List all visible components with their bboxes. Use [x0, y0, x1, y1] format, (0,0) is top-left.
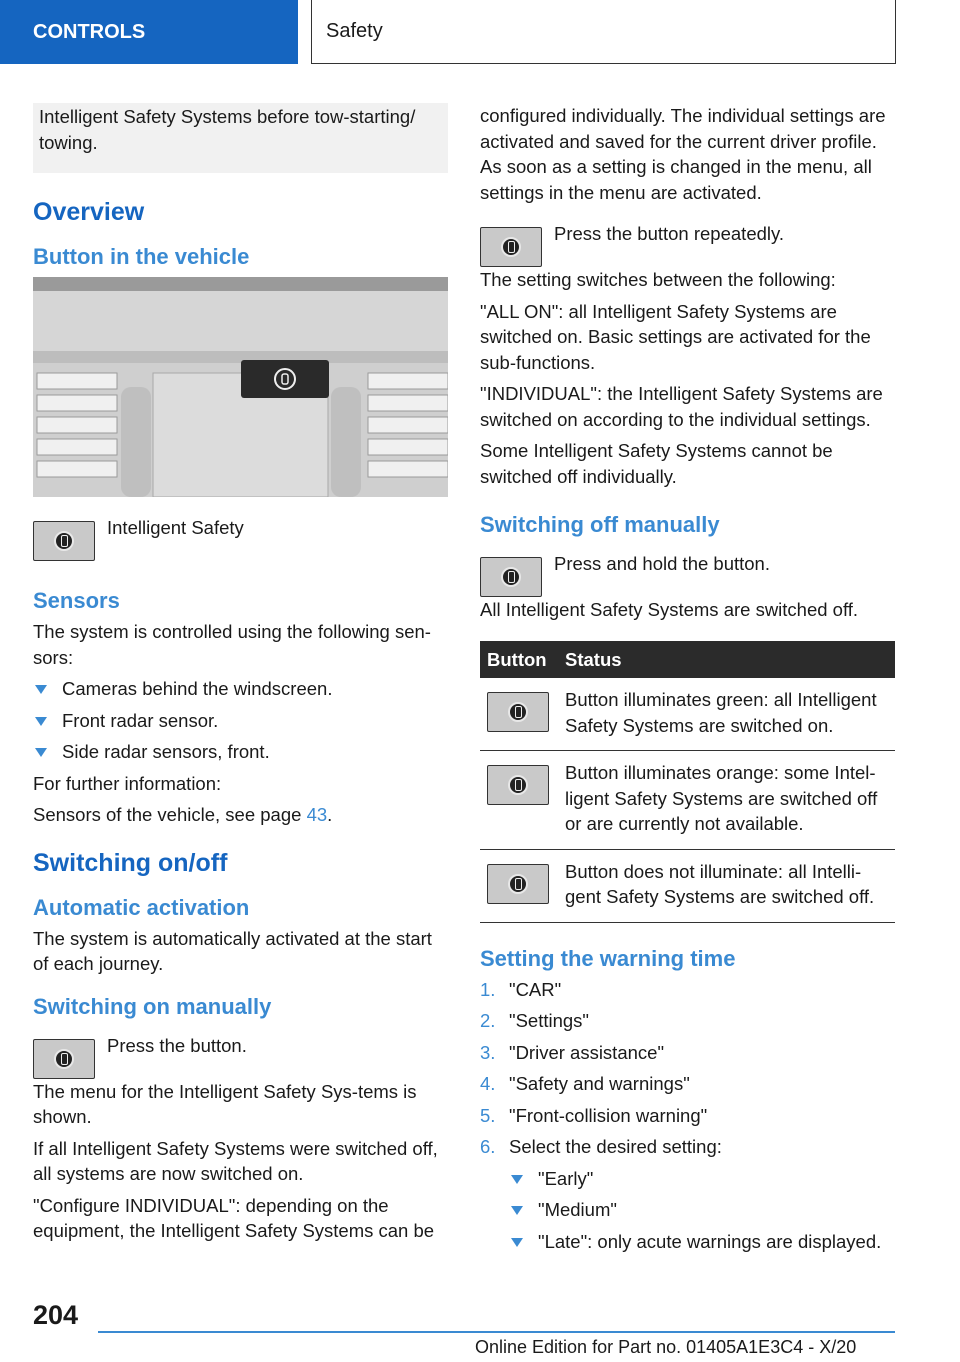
step-number: 3. [480, 1041, 496, 1063]
manual-off-heading: Switching off manually [480, 512, 720, 537]
status-table [480, 641, 895, 923]
manual-on-step1: Press the button. [107, 1034, 247, 1056]
footer-edition: Online Edition for Part no. 01405A1E3C4 - X/20 [475, 1337, 857, 1357]
footer-divider [98, 1331, 895, 1333]
status-cell: Button illuminates green: all Intelligent Safety Systems are switched on. [558, 678, 895, 751]
manual-off-row [480, 551, 895, 597]
continued-text: configured individually. The individual settings are activated and saved for the current driver profile. As soon as a setting is changed in the menu, all settings in the menu are activated. [480, 105, 886, 203]
intelligent-safety-button-icon [480, 557, 542, 597]
manual-on-p1: If all Intelligent Safety Systems were switched off, all systems are now switched on. [33, 1137, 438, 1184]
list-item [480, 977, 895, 1003]
table-row [480, 678, 895, 751]
button-caption-row [33, 515, 448, 561]
manual-on-row [33, 1033, 448, 1079]
repeat-row [480, 221, 895, 267]
step-number: 1. [480, 978, 496, 1000]
sensors-reference [33, 802, 448, 828]
reference-text: Sensors of the vehicle, see page [33, 804, 307, 825]
intelligent-safety-button-icon [33, 521, 95, 561]
some-cannot-text: Some Intelligent Safety Systems cannot be switched off individually. [480, 440, 833, 487]
step-number: 2. [480, 1010, 496, 1031]
button-caption: Intelligent Safety [107, 517, 244, 538]
page-link[interactable]: 43 [306, 804, 328, 825]
warning-time-heading: Setting the warning time [480, 945, 736, 971]
step-text: "Safety and warnings" [509, 1073, 690, 1094]
intelligent-safety-button-icon [487, 765, 549, 805]
warning-steps [480, 977, 895, 1255]
step-number: 5. [480, 1104, 496, 1126]
step-text: "Driver assistance" [509, 1041, 665, 1063]
header-topic: Safety [311, 0, 896, 64]
button-heading: Button in the vehicle [33, 244, 250, 269]
intelligent-safety-button-icon [33, 1039, 95, 1079]
dashboard-illustration [33, 277, 448, 497]
repeat-step2: The setting switches between the following: [480, 269, 836, 290]
list-item: "Medium" [509, 1197, 895, 1223]
table-header-row [480, 641, 895, 679]
step-text: "Front-collision warning" [509, 1104, 708, 1126]
list-item: "Late": only acute warnings are displayed. [509, 1229, 895, 1255]
sensors-heading: Sensors [33, 588, 120, 613]
sensors-intro: The system is controlled using the following sen-sors: [33, 621, 431, 668]
list-item: Side radar sensors, front. [33, 739, 448, 765]
list-item: Front radar sensor. [33, 708, 448, 734]
col-status: Status [558, 641, 895, 679]
list-item [480, 1134, 895, 1254]
step-text: Select the desired setting: [509, 1136, 722, 1157]
header-section: CONTROLS [0, 0, 298, 64]
list-item [480, 1103, 895, 1129]
right-column [480, 103, 895, 1260]
list-item [480, 1040, 895, 1066]
table-row [480, 849, 895, 922]
list-item: Cameras behind the windscreen. [33, 676, 448, 702]
list-item [480, 1008, 895, 1034]
manual-off-step1: Press and hold the button. [554, 553, 770, 574]
individual-text: "INDIVIDUAL": the Intelligent Safety Systems are switched on according to the individual settings. [480, 383, 883, 430]
intelligent-safety-button-icon [480, 227, 542, 267]
step-text: "Settings" [509, 1010, 589, 1031]
status-cell: Button does not illuminate: all Intelli-gent Safety Systems are switched off. [558, 849, 895, 922]
list-item: "Early" [509, 1166, 895, 1192]
all-on-text: "ALL ON": all Intelligent Safety Systems are switched on. Basic settings are activated for the sub-functions. [480, 300, 871, 373]
page-number: 204 [33, 1300, 79, 1330]
manual-on-heading: Switching on manually [33, 993, 272, 1019]
list-item [480, 1071, 895, 1097]
sensors-list [33, 676, 448, 765]
automatic-text: The system is automatically activated at the start of each journey. [33, 927, 432, 974]
note-text: Intelligent Safety Systems before tow-starting/ towing. [39, 106, 416, 153]
manual-on-step2: The menu for the Intelligent Safety Sys-tems is shown. [33, 1080, 417, 1127]
col-button: Button [480, 641, 558, 679]
reference-end: . [327, 804, 333, 825]
note-box [33, 103, 448, 173]
table-row [480, 751, 895, 850]
vehicle-button-photo [33, 277, 448, 497]
options-list [509, 1166, 895, 1255]
intelligent-safety-button-icon [487, 864, 549, 904]
overview-heading: Overview [33, 198, 145, 226]
further-info: For further information: [33, 772, 222, 794]
step-number: 6. [480, 1136, 496, 1157]
step-text: "CAR" [509, 978, 562, 1000]
status-cell: Button illuminates orange: some Intel-ligent Safety Systems are switched off or are currently not available. [558, 751, 895, 850]
step-number: 4. [480, 1073, 496, 1094]
manual-off-step2: All Intelligent Safety Systems are switched off. [480, 599, 859, 620]
left-column [33, 103, 448, 1250]
intelligent-safety-button-icon [487, 692, 549, 732]
manual-on-p2: "Configure INDIVIDUAL": depending on the equipment, the Intelligent Safety Systems can be [33, 1194, 435, 1241]
switching-heading: Switching on/off [33, 848, 228, 877]
repeat-step1: Press the button repeatedly. [554, 223, 785, 244]
automatic-heading: Automatic activation [33, 894, 250, 920]
